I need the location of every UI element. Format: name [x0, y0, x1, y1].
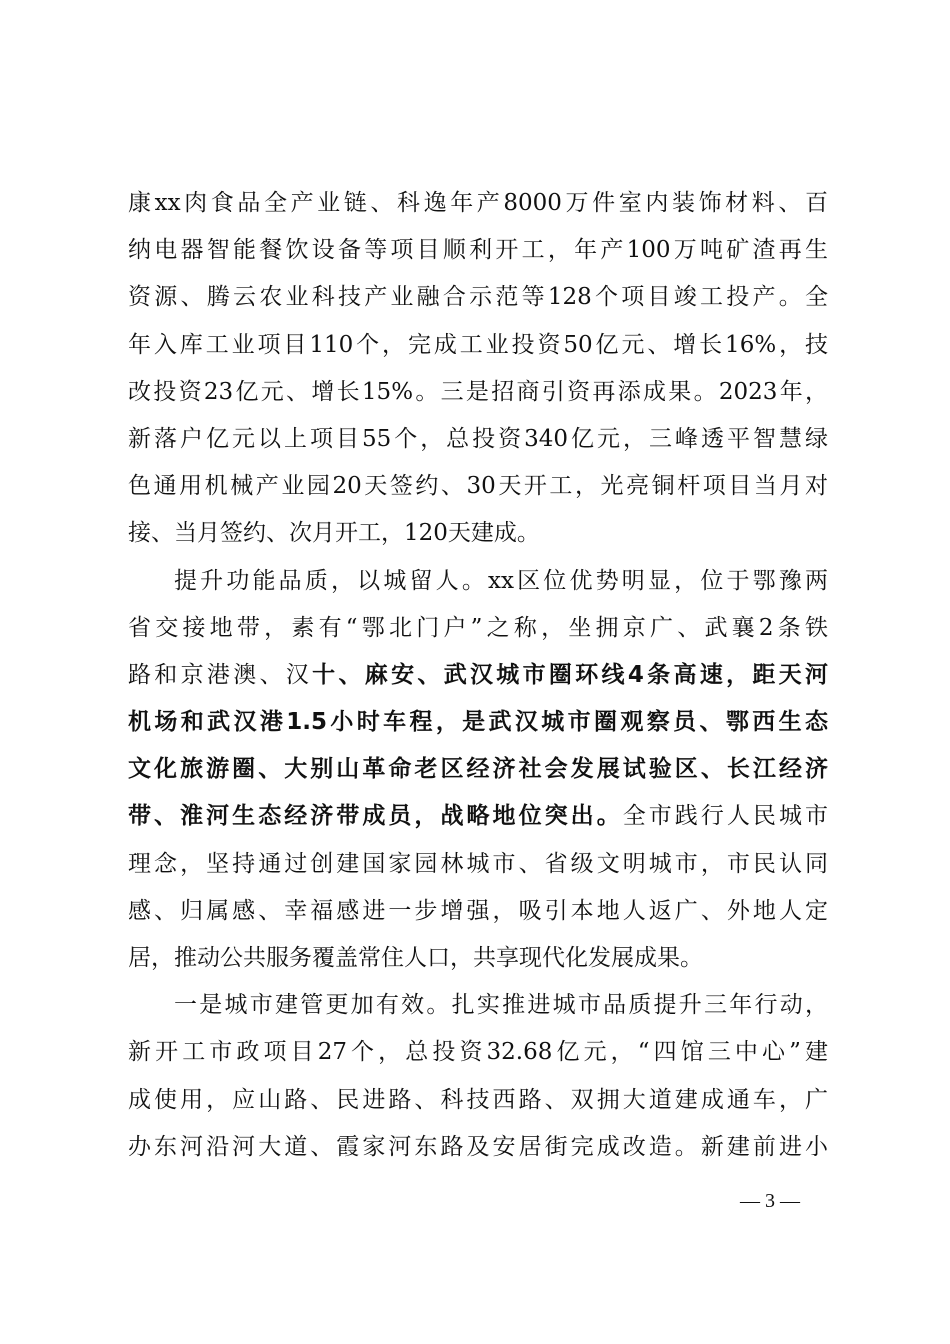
text-line: 办东河沿河大道、霞家河东路及安居街完成改造。新建前进小 — [128, 1133, 828, 1160]
text-line: 感、归属感、幸福感进一步增强，吸引本地人返广、外地人定 — [128, 897, 828, 924]
text-line: 年入库工业项目110个，完成工业投资50亿元、增长16%，技 — [128, 331, 828, 358]
text-line: 纳电器智能餐饮设备等项目顺利开工，年产100万吨矿渣再生 — [128, 237, 828, 264]
text-line: 居，推动公共服务覆盖常住人口，共享现代化发展成果。 — [128, 945, 703, 971]
text-line: 新开工市政项目27个，总投资32.68亿元，“四馆三中心”建 — [128, 1039, 828, 1066]
text-line: 新落户亿元以上项目55个，总投资340亿元，三峰透平智慧绿 — [128, 425, 828, 452]
body-text — [128, 180, 828, 1171]
text-line: 提升功能品质，以城留人。xx区位优势明显，位于鄂豫两 — [174, 567, 828, 594]
text-segment: 路和京港澳、汉 — [128, 661, 313, 688]
text-line: 成使用，应山路、民进路、科技西路、双拥大道建成通车，广 — [128, 1086, 828, 1113]
text-line: 理念，坚持通过创建国家园林城市、省级文明城市，市民认同 — [128, 850, 828, 877]
bold-text-line: 机场和武汉港1.5小时车程，是武汉城市圈观察员、鄂西生态 — [128, 709, 828, 736]
text-line: 康xx肉食品全产业链、科逸年产8000万件室内装饰材料、百 — [128, 190, 828, 216]
bold-text-line: 文化旅游圈、大别山革命老区经济社会发展试验区、长江经济 — [128, 756, 828, 783]
text-line: 色通用机械产业园20天签约、30天开工，光亮铜杆项目当月对 — [128, 473, 828, 500]
text-line: 改投资23亿元、增长15%。三是招商引资再添成果。2023年， — [128, 378, 828, 405]
bold-text-segment: 带、淮河生态经济带成员，战略地位突出。 — [128, 803, 623, 830]
text-line: 资源、腾云农业科技产业融合示范等128个项目竣工投产。全 — [128, 284, 828, 311]
text-line — [128, 652, 828, 699]
text-line — [128, 793, 828, 840]
text-line: 省交接地带，素有“鄂北门户”之称，坐拥京广、武襄2条铁 — [128, 614, 828, 641]
bold-text-segment: 十、麻安、武汉城市圈环线4条高速，距天河 — [312, 661, 828, 688]
text-line: 一是城市建管更加有效。扎实推进城市品质提升三年行动， — [174, 992, 828, 1019]
page-number: — 3 — — [740, 1190, 800, 1212]
text-segment: 全市践行人民城市 — [622, 803, 828, 830]
text-line: 接、当月签约、次月开工，120天建成。 — [128, 520, 540, 547]
